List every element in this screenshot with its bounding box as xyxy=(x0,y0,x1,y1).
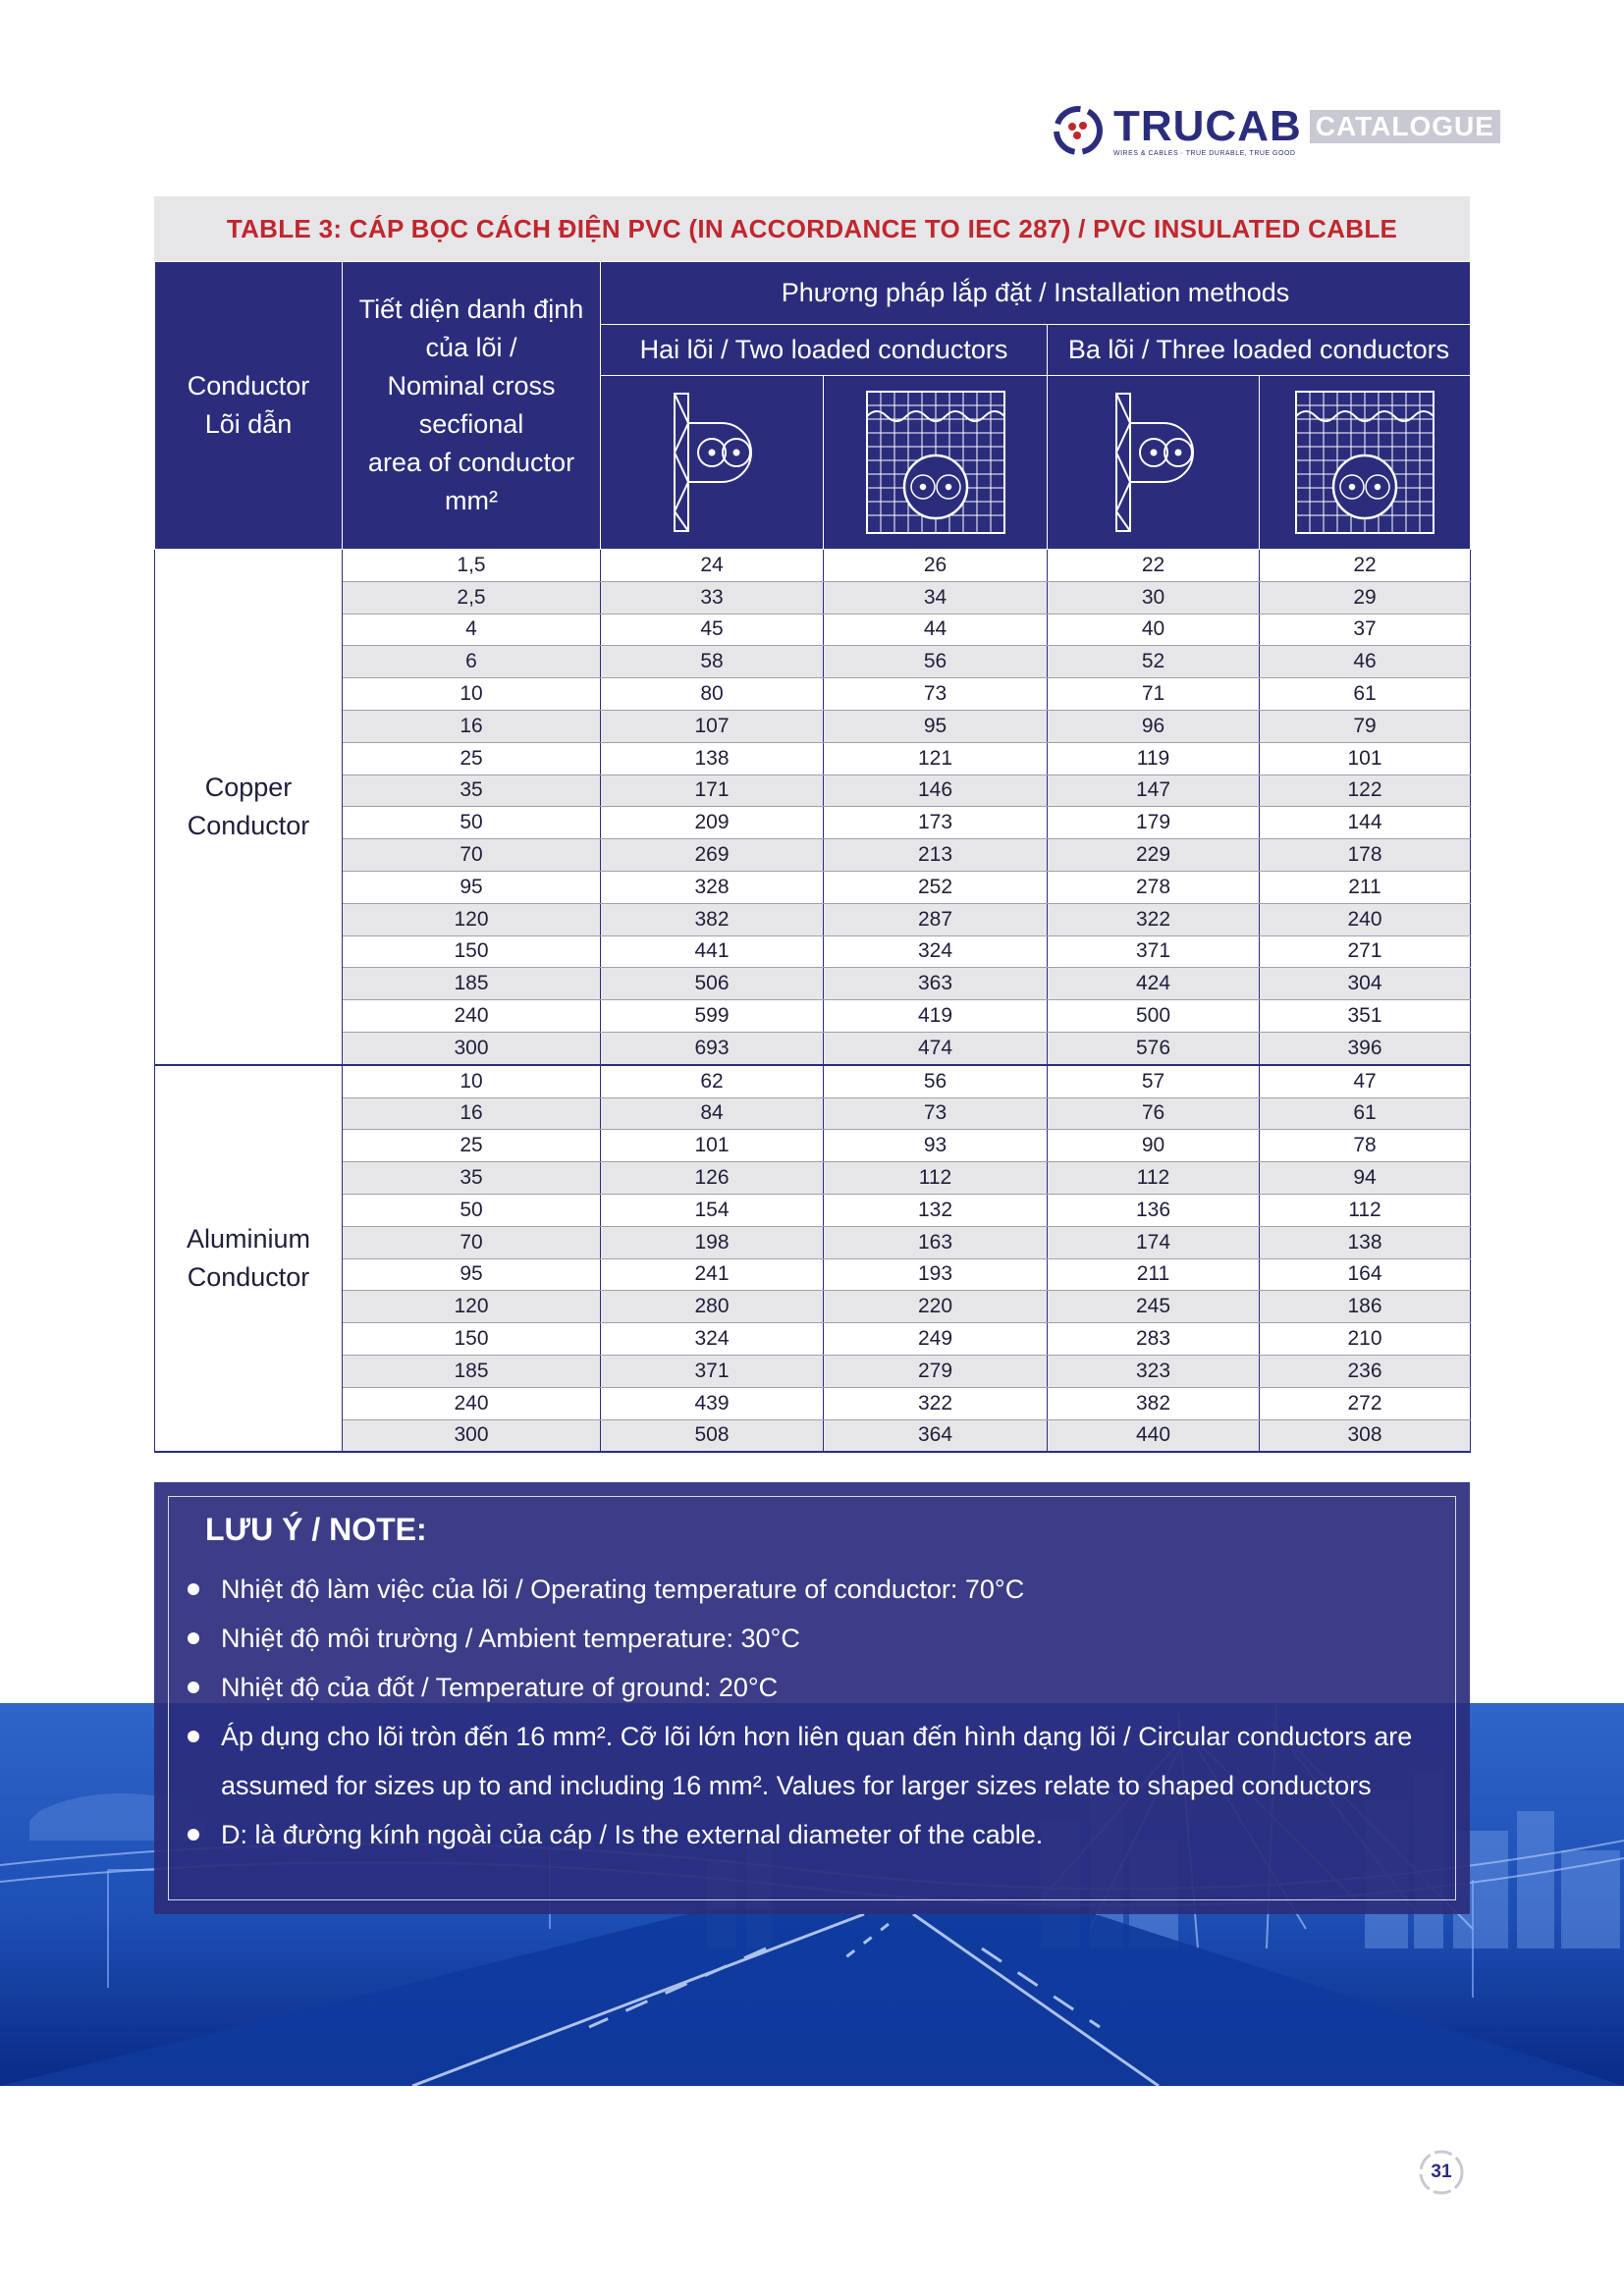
cell-area: 300 xyxy=(343,1032,601,1064)
table-row xyxy=(155,1032,1471,1064)
cell-current: 308 xyxy=(1260,1419,1471,1452)
table-body xyxy=(155,550,1471,1453)
cell-current: 508 xyxy=(601,1419,824,1452)
cell-current: 279 xyxy=(824,1355,1048,1387)
cell-current: 96 xyxy=(1048,710,1260,742)
cell-current: 101 xyxy=(601,1130,824,1162)
cell-current: 73 xyxy=(824,1097,1048,1130)
cell-current: 58 xyxy=(601,646,824,678)
cell-current: 146 xyxy=(824,774,1048,807)
cell-current: 363 xyxy=(824,968,1048,1000)
cell-current: 45 xyxy=(601,614,824,646)
table-row xyxy=(155,774,1471,807)
table-row xyxy=(155,678,1471,711)
table-row xyxy=(155,807,1471,839)
cell-current: 37 xyxy=(1260,614,1471,646)
table-title: TABLE 3: CÁP BỌC CÁCH ĐIỆN PVC (IN ACCORDANCE TO IEC 287) / PVC INSULATED CABLE xyxy=(154,196,1470,261)
cell-current: 171 xyxy=(601,774,824,807)
cell-current: 107 xyxy=(601,710,824,742)
cell-current: 34 xyxy=(824,581,1048,614)
cell-current: 576 xyxy=(1048,1032,1260,1064)
table-row xyxy=(155,1097,1471,1130)
cell-area: 35 xyxy=(343,1162,601,1195)
table-row xyxy=(155,1323,1471,1356)
cell-current: 71 xyxy=(1048,678,1260,711)
cell-current: 138 xyxy=(1260,1226,1471,1258)
note-item: Nhiệt độ của đốt / Temperature of ground: 20°C xyxy=(180,1663,1427,1712)
cell-current: 506 xyxy=(601,968,824,1000)
cell-current: 22 xyxy=(1048,550,1260,582)
note-box xyxy=(154,1482,1470,1914)
cell-current: 30 xyxy=(1048,581,1260,614)
cell-area: 150 xyxy=(343,935,601,968)
cell-area: 10 xyxy=(343,678,601,711)
cell-area: 95 xyxy=(343,1258,601,1291)
cell-current: 112 xyxy=(1048,1162,1260,1195)
cell-current: 323 xyxy=(1048,1355,1260,1387)
cell-current: 122 xyxy=(1260,774,1471,807)
table-row xyxy=(155,871,1471,903)
page-number: 31 xyxy=(1431,2162,1452,2182)
cell-current: 382 xyxy=(1048,1387,1260,1419)
cell-current: 324 xyxy=(824,935,1048,968)
header-nominal-area: Tiết diện danh định của lõi / Nominal cross secfional area of conductor mm² xyxy=(343,262,601,550)
cell-current: 138 xyxy=(601,742,824,774)
table-row xyxy=(155,903,1471,935)
table-row xyxy=(155,581,1471,614)
cell-current: 56 xyxy=(824,646,1048,678)
table-row xyxy=(155,1387,1471,1419)
page-number-badge xyxy=(1417,2148,1466,2197)
table-row xyxy=(155,1419,1471,1452)
cell-current: 62 xyxy=(601,1065,824,1097)
cell-current: 287 xyxy=(824,903,1048,935)
note-item: Áp dụng cho lõi tròn đến 16 mm². Cỡ lõi lớn hơn liên quan đến hình dạng lõi / Circular conductors are assumed for sizes up to and including 16 mm². Values for larger sizes relate to shaped conductors xyxy=(180,1712,1427,1810)
cell-current: 78 xyxy=(1260,1130,1471,1162)
cell-current: 269 xyxy=(601,839,824,872)
cell-area: 4 xyxy=(343,614,601,646)
cell-area: 70 xyxy=(343,1226,601,1258)
cell-current: 249 xyxy=(824,1323,1048,1356)
note-item: Nhiệt độ môi trường / Ambient temperature: 30°C xyxy=(180,1614,1427,1663)
brand-tagline: WIRES & CABLES · TRUE DURABLE, TRUE GOOD xyxy=(1113,149,1296,157)
cell-current: 324 xyxy=(601,1323,824,1356)
method-wall-two-icon xyxy=(601,376,824,550)
cell-current: 90 xyxy=(1048,1130,1260,1162)
cell-current: 278 xyxy=(1048,871,1260,903)
cell-area: 35 xyxy=(343,774,601,807)
method-ground-two-icon xyxy=(824,376,1048,550)
cell-current: 322 xyxy=(824,1387,1048,1419)
cell-area: 2,5 xyxy=(343,581,601,614)
cell-area: 300 xyxy=(343,1419,601,1452)
brand-name: TRUCAB xyxy=(1113,101,1302,150)
table-row xyxy=(155,935,1471,968)
cell-current: 440 xyxy=(1048,1419,1260,1452)
cell-current: 33 xyxy=(601,581,824,614)
cell-current: 44 xyxy=(824,614,1048,646)
cell-current: 119 xyxy=(1048,742,1260,774)
table-row xyxy=(155,742,1471,774)
cell-current: 304 xyxy=(1260,968,1471,1000)
table-row xyxy=(155,1194,1471,1226)
cell-current: 52 xyxy=(1048,646,1260,678)
header-three-loaded: Ba lõi / Three loaded conductors xyxy=(1048,325,1471,376)
cell-current: 364 xyxy=(824,1419,1048,1452)
cell-current: 173 xyxy=(824,807,1048,839)
cell-area: 185 xyxy=(343,1355,601,1387)
cell-current: 245 xyxy=(1048,1291,1260,1323)
note-title: LƯU Ý / NOTE: xyxy=(205,1512,427,1547)
table-row xyxy=(155,710,1471,742)
brand-logo xyxy=(1051,103,1500,158)
cell-area: 150 xyxy=(343,1323,601,1356)
cell-area: 70 xyxy=(343,839,601,872)
header-two-loaded: Hai lõi / Two loaded conductors xyxy=(601,325,1048,376)
note-item: Nhiệt độ làm việc của lõi / Operating temperature of conductor: 70°C xyxy=(180,1565,1427,1614)
cell-current: 280 xyxy=(601,1291,824,1323)
cell-current: 174 xyxy=(1048,1226,1260,1258)
header-installation-methods: Phương pháp lắp đặt / Installation methods xyxy=(601,262,1471,325)
cell-area: 16 xyxy=(343,1097,601,1130)
cell-area: 120 xyxy=(343,903,601,935)
table-row xyxy=(155,614,1471,646)
ampacity-table xyxy=(154,261,1470,1453)
cell-current: 209 xyxy=(601,807,824,839)
cell-current: 220 xyxy=(824,1291,1048,1323)
cell-current: 95 xyxy=(824,710,1048,742)
cell-area: 50 xyxy=(343,807,601,839)
cell-current: 240 xyxy=(1260,903,1471,935)
cell-current: 112 xyxy=(824,1162,1048,1195)
table-row xyxy=(155,968,1471,1000)
cell-current: 57 xyxy=(1048,1065,1260,1097)
cell-area: 185 xyxy=(343,968,601,1000)
table-row xyxy=(155,1000,1471,1033)
cell-area: 16 xyxy=(343,710,601,742)
cell-current: 47 xyxy=(1260,1065,1471,1097)
cell-current: 211 xyxy=(1260,871,1471,903)
method-ground-three-icon xyxy=(1260,376,1471,550)
cell-current: 419 xyxy=(824,1000,1048,1033)
cell-current: 371 xyxy=(1048,935,1260,968)
cell-current: 154 xyxy=(601,1194,824,1226)
cell-current: 40 xyxy=(1048,614,1260,646)
cell-current: 210 xyxy=(1260,1323,1471,1356)
cell-current: 144 xyxy=(1260,807,1471,839)
cell-current: 193 xyxy=(824,1258,1048,1291)
cell-current: 61 xyxy=(1260,1097,1471,1130)
table-row xyxy=(155,1226,1471,1258)
cell-current: 382 xyxy=(601,903,824,935)
cell-current: 272 xyxy=(1260,1387,1471,1419)
cell-area: 240 xyxy=(343,1387,601,1419)
cell-current: 46 xyxy=(1260,646,1471,678)
note-item: D: là đường kính ngoài của cáp / Is the external diameter of the cable. xyxy=(180,1810,1427,1859)
cell-current: 441 xyxy=(601,935,824,968)
cell-current: 186 xyxy=(1260,1291,1471,1323)
table-row xyxy=(155,646,1471,678)
table-row xyxy=(155,550,1471,582)
cell-current: 22 xyxy=(1260,550,1471,582)
cell-current: 132 xyxy=(824,1194,1048,1226)
cell-current: 121 xyxy=(824,742,1048,774)
cell-area: 1,5 xyxy=(343,550,601,582)
trucab-logo-icon xyxy=(1051,103,1106,158)
cell-current: 76 xyxy=(1048,1097,1260,1130)
cell-area: 10 xyxy=(343,1065,601,1097)
cell-current: 693 xyxy=(601,1032,824,1064)
cell-current: 271 xyxy=(1260,935,1471,968)
table-row xyxy=(155,1065,1471,1097)
cell-area: 6 xyxy=(343,646,601,678)
cell-current: 236 xyxy=(1260,1355,1471,1387)
cell-current: 147 xyxy=(1048,774,1260,807)
cell-current: 126 xyxy=(601,1162,824,1195)
table-row xyxy=(155,1291,1471,1323)
cell-current: 93 xyxy=(824,1130,1048,1162)
cell-area: 25 xyxy=(343,1130,601,1162)
cell-current: 241 xyxy=(601,1258,824,1291)
cell-current: 283 xyxy=(1048,1323,1260,1356)
cell-current: 112 xyxy=(1260,1194,1471,1226)
cell-current: 500 xyxy=(1048,1000,1260,1033)
cell-current: 322 xyxy=(1048,903,1260,935)
cell-current: 136 xyxy=(1048,1194,1260,1226)
catalogue-label: CATALOGUE xyxy=(1310,110,1500,143)
conductor-group-label: Copper Conductor xyxy=(155,550,343,1065)
cell-current: 252 xyxy=(824,871,1048,903)
cell-current: 599 xyxy=(601,1000,824,1033)
cell-current: 80 xyxy=(601,678,824,711)
cell-current: 178 xyxy=(1260,839,1471,872)
table-row xyxy=(155,1355,1471,1387)
cell-current: 229 xyxy=(1048,839,1260,872)
cell-area: 120 xyxy=(343,1291,601,1323)
cell-area: 25 xyxy=(343,742,601,774)
cell-current: 213 xyxy=(824,839,1048,872)
cell-current: 198 xyxy=(601,1226,824,1258)
cell-current: 29 xyxy=(1260,581,1471,614)
cell-current: 328 xyxy=(601,871,824,903)
cell-current: 424 xyxy=(1048,968,1260,1000)
cell-current: 26 xyxy=(824,550,1048,582)
method-wall-three-icon xyxy=(1048,376,1260,550)
header-conductor: Conductor Lõi dẫn xyxy=(155,262,343,550)
note-list xyxy=(180,1565,1427,1859)
cell-current: 396 xyxy=(1260,1032,1471,1064)
cell-current: 211 xyxy=(1048,1258,1260,1291)
cell-current: 164 xyxy=(1260,1258,1471,1291)
table-row xyxy=(155,1258,1471,1291)
cell-current: 371 xyxy=(601,1355,824,1387)
cell-area: 240 xyxy=(343,1000,601,1033)
conductor-group-label: Aluminium Conductor xyxy=(155,1065,343,1453)
cell-current: 474 xyxy=(824,1032,1048,1064)
table-row xyxy=(155,1162,1471,1195)
cell-current: 79 xyxy=(1260,710,1471,742)
cell-current: 84 xyxy=(601,1097,824,1130)
cell-area: 95 xyxy=(343,871,601,903)
cell-current: 351 xyxy=(1260,1000,1471,1033)
cell-current: 179 xyxy=(1048,807,1260,839)
cell-current: 61 xyxy=(1260,678,1471,711)
table-row xyxy=(155,839,1471,872)
cell-current: 73 xyxy=(824,678,1048,711)
cell-current: 56 xyxy=(824,1065,1048,1097)
cell-current: 94 xyxy=(1260,1162,1471,1195)
table-row xyxy=(155,1130,1471,1162)
cell-current: 24 xyxy=(601,550,824,582)
cell-current: 101 xyxy=(1260,742,1471,774)
cell-current: 163 xyxy=(824,1226,1048,1258)
cell-current: 439 xyxy=(601,1387,824,1419)
cell-area: 50 xyxy=(343,1194,601,1226)
